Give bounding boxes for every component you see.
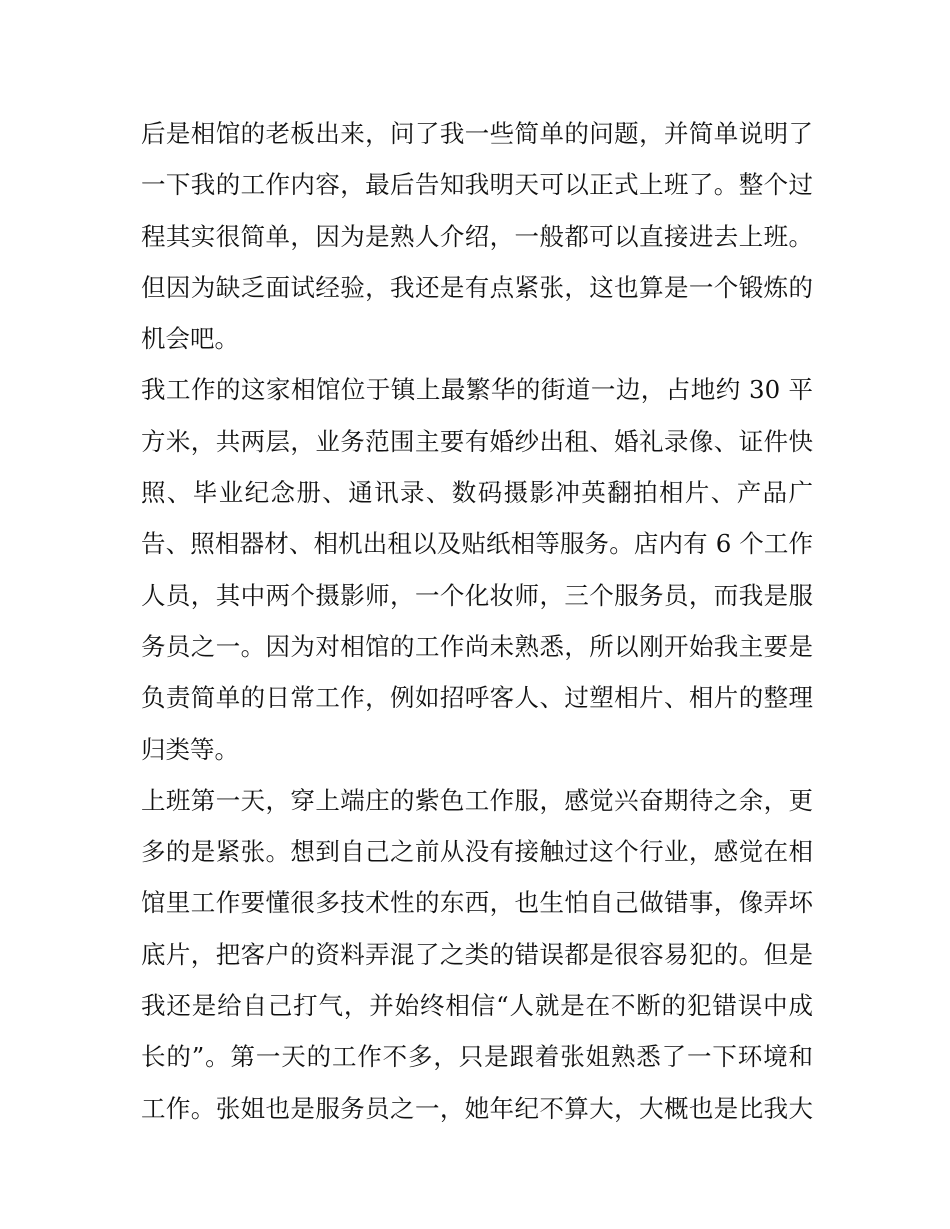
- text-line: 馆里工作要懂很多技术性的东西，也生怕自己做错事，像弄坏: [141, 888, 813, 918]
- text-line: 一下我的工作内容，最后告知我明天可以正式上班了。整个过: [141, 170, 813, 200]
- text-line: 多的是紧张。想到自己之前从没有接触过这个行业，感觉在相: [141, 837, 813, 867]
- text-line: 程其实很简单，因为是熟人介绍，一般都可以直接进去上班。: [141, 221, 813, 251]
- text-line: 底片，把客户的资料弄混了之类的错误都是很容易犯的。但是: [141, 939, 813, 969]
- text-line: 归类等。: [141, 734, 239, 764]
- text-line: 机会吧。: [141, 324, 239, 354]
- body-text: [141, 108, 813, 1134]
- text-line: 我工作的这家相馆位于镇上最繁华的街道一边，占地约 30 平: [141, 375, 813, 405]
- text-line: 照、毕业纪念册、通讯录、数码摄影冲英翻拍相片、产品广: [141, 478, 813, 508]
- text-line: 上班第一天，穿上端庄的紫色工作服，感觉兴奋期待之余，更: [141, 785, 813, 815]
- text-line: 负责简单的日常工作，例如招呼客人、过塑相片、相片的整理: [141, 683, 813, 713]
- text-line: 我还是给自己打气，并始终相信“人就是在不断的犯错误中成: [141, 991, 813, 1021]
- text-line: 人员，其中两个摄影师，一个化妆师，三个服务员，而我是服: [141, 580, 813, 610]
- text-line: 务员之一。因为对相馆的工作尚未熟悉，所以刚开始我主要是: [141, 631, 813, 661]
- text-line: 但因为缺乏面试经验，我还是有点紧张，这也算是一个锻炼的: [141, 272, 813, 302]
- text-line: 长的”。第一天的工作不多，只是跟着张姐熟悉了一下环境和: [141, 1042, 813, 1072]
- text-line: 告、照相器材、相机出租以及贴纸相等服务。店内有 6 个工作: [141, 529, 813, 559]
- text-line: 方米，共两层，业务范围主要有婚纱出租、婚礼录像、证件快: [141, 426, 813, 456]
- text-line: 后是相馆的老板出来，问了我一些简单的问题，并简单说明了: [141, 119, 813, 148]
- text-line: 工作。张姐也是服务员之一，她年纪不算大，大概也是比我大: [141, 1093, 813, 1123]
